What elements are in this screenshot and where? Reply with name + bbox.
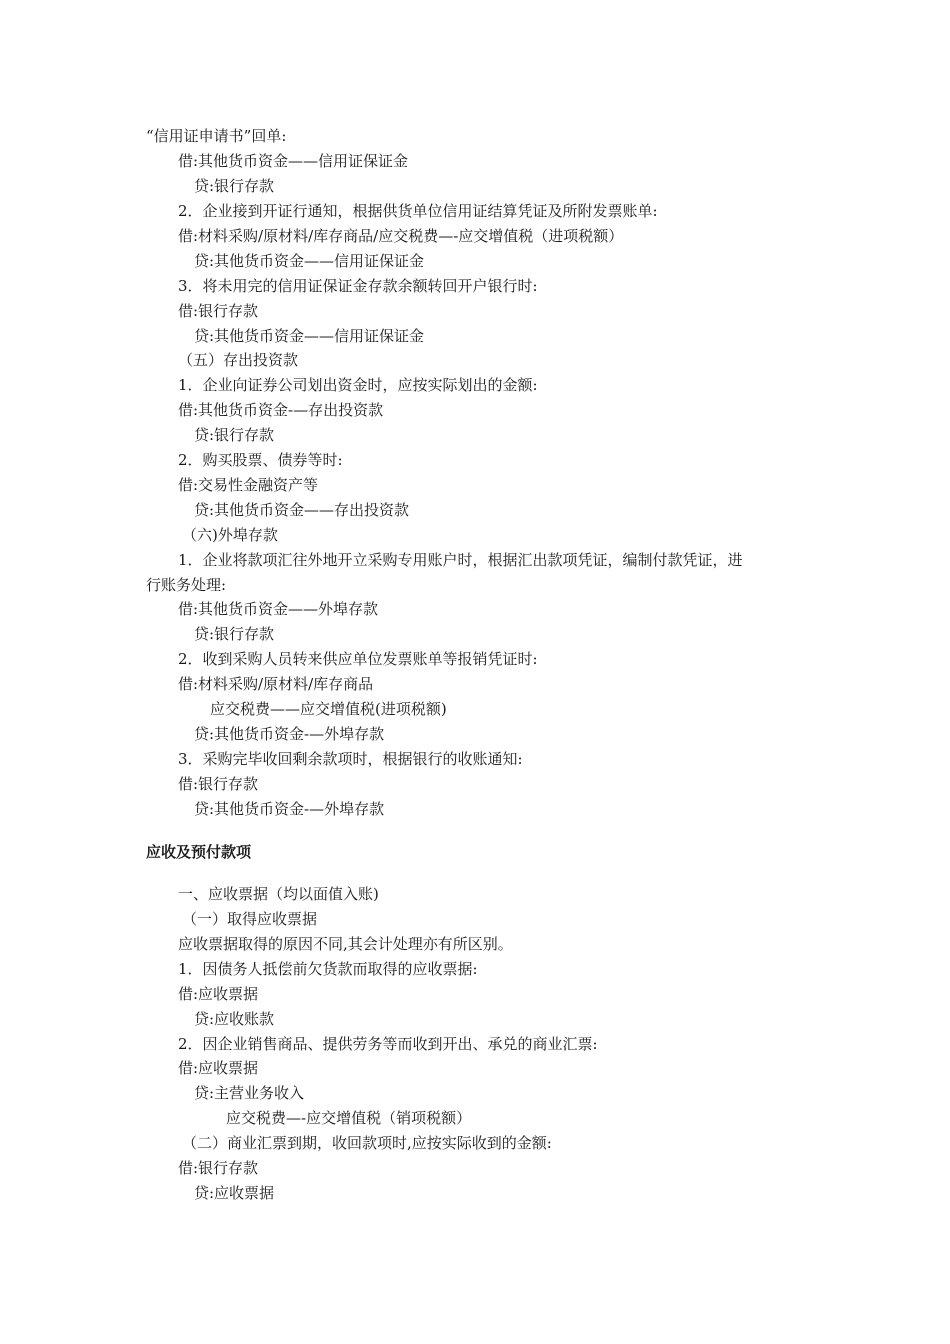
text-line: 借:银行存款 (178, 302, 259, 320)
text-line: 借:银行存款 (178, 775, 259, 793)
text-line: （二）商业汇票到期，收回款项时,应按实际收到的金额: (182, 1134, 552, 1152)
text-line: 贷:银行存款 (194, 625, 275, 643)
text-line: 贷:主营业务收入 (194, 1084, 305, 1102)
text-line: （六)外埠存款 (182, 526, 278, 544)
text-line: （一）取得应收票据 (182, 910, 318, 928)
text-line: 一、应收票据（均以面值入账) (178, 885, 379, 903)
text-line: 1．企业将款项汇往外地开立采购专用账户时，根据汇出款项凭证，编制付款凭证，进 (178, 551, 743, 569)
text-line: 借:应收票据 (178, 985, 259, 1003)
text-line: 借:其他货币资金——信用证保证金 (178, 152, 409, 170)
text-line: 贷:银行存款 (194, 177, 275, 195)
section-heading: 应收及预付款项 (146, 843, 252, 861)
text-line: 借:其他货币资金-—存出投资款 (178, 401, 384, 419)
text-line: 贷:应收账款 (194, 1010, 275, 1028)
text-line: 2．收到采购人员转来供应单位发票账单等报销凭证时: (178, 650, 538, 668)
text-line: 借:其他货币资金——外埠存款 (178, 600, 379, 618)
text-line: 1．因债务人抵偿前欠货款而取得的应收票据: (178, 960, 478, 978)
text-line: 3．将未用完的信用证保证金存款余额转回开户银行时: (178, 277, 538, 295)
text-line: 2．企业接到开证行通知，根据供货单位信用证结算凭证及所附发票账单: (178, 202, 658, 220)
text-line: （五）存出投资款 (178, 351, 299, 369)
text-line: 贷:其他货币资金-—外埠存款 (194, 800, 385, 818)
text-line: 贷:银行存款 (194, 426, 275, 444)
text-line: 借:应收票据 (178, 1059, 259, 1077)
text-line: 借:交易性金融资产等 (178, 476, 319, 494)
text-line: 2．因企业销售商品、提供劳务等而收到开出、承兑的商业汇票: (178, 1035, 598, 1053)
text-line: 贷:其他货币资金——信用证保证金 (194, 327, 425, 345)
text-line: 行账务处理: (146, 576, 227, 594)
text-line: 3．采购完毕收回剩余款项时，根据银行的收账通知: (178, 750, 523, 768)
text-line: “信用证申请书”回单: (146, 127, 287, 145)
text-line: 贷:其他货币资金-—外埠存款 (194, 725, 385, 743)
text-line: 借:材料采购/原材料/库存商品/应交税费—-应交增值税（进项税额） (178, 227, 624, 245)
text-line: 2．购买股票、债券等时: (178, 451, 343, 469)
text-line: 借:银行存款 (178, 1159, 259, 1177)
text-line: 1．企业向证券公司划出资金时，应按实际划出的金额: (178, 376, 538, 394)
text-line: 借:材料采购/原材料/库存商品 (178, 675, 374, 693)
text-line: 应交税费——应交增值税(进项税额) (210, 700, 447, 718)
text-line: 贷:其他货币资金——信用证保证金 (194, 252, 425, 270)
text-line: 应交税费—-应交增值税（销项税额） (226, 1109, 472, 1127)
text-line: 贷:其他货币资金——存出投资款 (194, 501, 410, 519)
text-line: 应收票据取得的原因不同,其会计处理亦有所区别。 (178, 935, 513, 953)
text-line: 贷:应收票据 (194, 1184, 275, 1202)
